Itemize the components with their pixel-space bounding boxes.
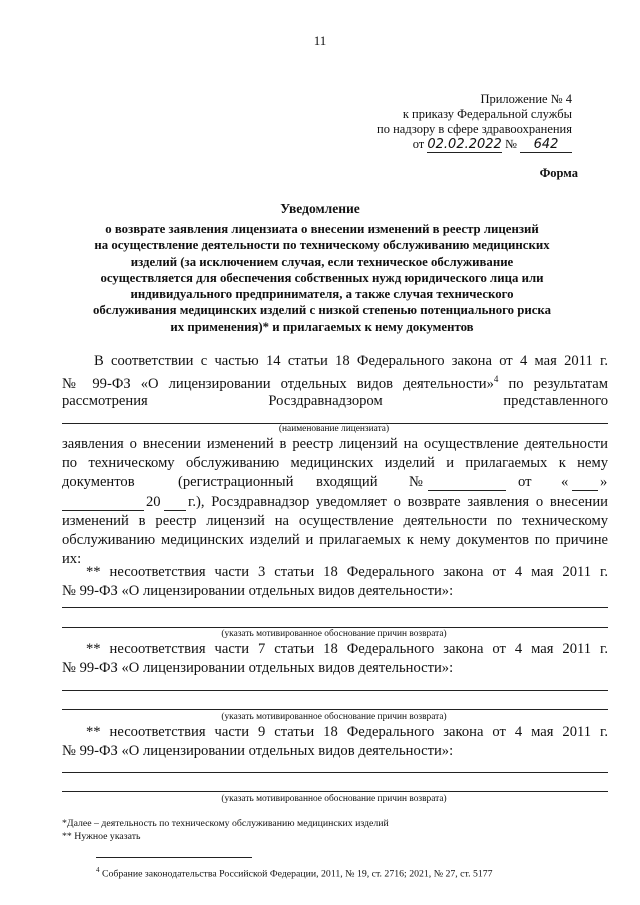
intro-line-8: изменений в реестр лицензий на осуществление деятельности по техническому bbox=[62, 513, 608, 529]
reason-1-line-1: ** несоответствия части 3 статьи 18 Федерального закона от 4 мая 2011 г. bbox=[86, 564, 608, 580]
day-field[interactable] bbox=[572, 490, 598, 491]
year-field[interactable] bbox=[164, 510, 186, 511]
subtitle-line: изделий (за исключением случая, если техническое обслуживание bbox=[130, 254, 514, 269]
subtitle-line: о возврате заявления лицензиата о внесении изменений в реестр лицензий bbox=[105, 222, 539, 236]
page-number: 11 bbox=[313, 33, 327, 48]
footnote-separator bbox=[96, 857, 252, 858]
number-prefix: № bbox=[504, 137, 517, 151]
reason-2-line-2: № 99-ФЗ «О лицензировании отдельных видов деятельности»: bbox=[62, 660, 454, 676]
subtitle-line: обслуживания медицинских изделий с низкой степенью потенциального риска bbox=[92, 303, 551, 318]
reason-3-caption: (указать мотивированное обоснование причин возврата) bbox=[221, 794, 447, 804]
registration-number-field[interactable] bbox=[428, 490, 506, 491]
appendix-line-3: по надзору в сфере здравоохранения bbox=[377, 122, 572, 136]
form-label: Форма bbox=[539, 166, 578, 180]
intro-law-name: № 99-ФЗ «О лицензировании отдельных видов деятельности» bbox=[62, 375, 494, 392]
footnote-text: Собрание законодательства Российской Федерации, 2011, № 19, ст. 2716; 2021, № 27, ст. 5177 bbox=[101, 868, 493, 880]
quote-close: » bbox=[600, 474, 608, 490]
subtitle-line: на осуществление деятельности по техническому обслуживанию медицинских bbox=[94, 238, 550, 253]
subtitle-line: их применения)* и прилагаемых к нему документов bbox=[170, 319, 474, 334]
reason-3-field-1[interactable] bbox=[62, 772, 608, 773]
intro-line-4: заявления о внесении изменений в реестр лицензий на осуществление деятельности bbox=[62, 436, 608, 452]
number-sign: № bbox=[409, 474, 423, 490]
subtitle-line: осуществляется для обеспечения собственных нужд юридического лица или bbox=[100, 270, 544, 285]
reason-2-line-1: ** несоответствия части 7 статьи 18 Федерального закона от 4 мая 2011 г. bbox=[86, 641, 608, 657]
date-prefix: от bbox=[412, 137, 425, 151]
appendix-line-1: Приложение № 4 bbox=[480, 92, 572, 106]
intro-line-3 bbox=[62, 393, 608, 410]
reason-2-caption: (указать мотивированное обоснование причин возврата) bbox=[221, 712, 447, 722]
reason-3-field-2[interactable] bbox=[62, 791, 608, 792]
licensee-caption: (наименование лицензиата) bbox=[278, 424, 390, 434]
intro-line-10: их: bbox=[62, 551, 82, 567]
reason-1-line-2: № 99-ФЗ «О лицензировании отдельных видов деятельности»: bbox=[62, 583, 454, 599]
reason-3-line-1: ** несоответствия части 9 статьи 18 Федерального закона от 4 мая 2011 г. bbox=[86, 724, 608, 740]
intro-line-2 bbox=[62, 374, 608, 393]
quote-open: « bbox=[561, 474, 569, 490]
reason-3-line-2: № 99-ФЗ «О лицензировании отдельных видов деятельности»: bbox=[62, 743, 454, 759]
reason-1-caption: (указать мотивированное обоснование причин возврата) bbox=[221, 629, 447, 639]
word-from: от bbox=[518, 474, 532, 490]
handwritten-number: 642 bbox=[520, 137, 572, 153]
year-prefix: 20 bbox=[146, 494, 161, 510]
footnote-ref: 4 bbox=[493, 374, 499, 384]
notification-text: г.), Росздравнадзор уведомляет о возврате заявления о внесении bbox=[188, 494, 608, 510]
intro-by-results: по результатам bbox=[498, 375, 608, 392]
handwritten-date: 02.02.2022 bbox=[427, 137, 502, 152]
appendix-block bbox=[377, 92, 572, 153]
word-incoming: входящий bbox=[316, 474, 378, 490]
word-submitted: представленного bbox=[503, 393, 608, 409]
month-field[interactable] bbox=[62, 510, 144, 511]
word-agency: Росздравнадзором bbox=[268, 393, 383, 409]
word-documents: документов bbox=[62, 474, 135, 490]
intro-line-9: обслуживанию медицинских изделий и прилагаемых к нему документов по причине bbox=[62, 532, 608, 548]
reason-2-field-2[interactable] bbox=[62, 709, 608, 710]
document-subtitle bbox=[52, 221, 592, 335]
intro-line-1: В соответствии с частью 14 статьи 18 Федерального закона от 4 мая 2011 г. bbox=[94, 353, 608, 369]
subtitle-line: индивидуального предпринимателя, а также случая технического bbox=[130, 287, 514, 302]
note-activity: *Далее – деятельность по техническому обслуживанию медицинских изделий bbox=[62, 818, 389, 829]
appendix-line-2: к приказу Федеральной службы bbox=[402, 107, 572, 121]
reason-1-field-2[interactable] bbox=[62, 627, 608, 628]
document-title: Уведомление bbox=[280, 201, 360, 216]
appendix-date-line bbox=[377, 137, 572, 153]
footnote bbox=[96, 866, 493, 879]
note-specify: ** Нужное указать bbox=[62, 831, 141, 842]
footnote-mark: 4 bbox=[96, 866, 100, 874]
word-registration: (регистрационный bbox=[178, 474, 294, 490]
word-review: рассмотрения bbox=[62, 393, 148, 409]
reason-2-field-1[interactable] bbox=[62, 690, 608, 691]
intro-line-5: по техническому обслуживанию медицинских изделий и прилагаемых к нему bbox=[62, 455, 608, 471]
reason-1-field-1[interactable] bbox=[62, 607, 608, 608]
